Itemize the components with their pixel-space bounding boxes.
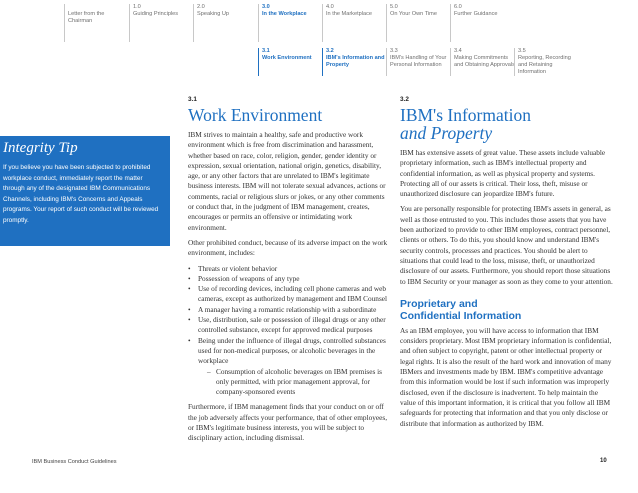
body-paragraph: IBM strives to maintain a healthy, safe and productive work environment which is free from discrimination and harassment, whether based on race, color, religion, gender, gender identity or expression, sexual orientation, national origin, genetics, disability, age, or any other factors that are unrelated to IBM's legitimate business interests. IBM will not tolerate sexual advances, actions or comments, racial or religious slurs or jokes, or any other comments or conduct that, in the judgment of IBM management, creates, encourages or permits an offensive or intimidating work environment. [188, 130, 386, 232]
list-item-text: Use, distribution, sale or possession of illegal drugs or any other controlled substance, except for approved medical purposes [198, 315, 386, 335]
subnav-divider [514, 48, 515, 76]
nav-divider [64, 4, 65, 42]
subnav-reporting-recording[interactable] [518, 48, 580, 76]
subnav-personal-information[interactable] [390, 48, 452, 69]
nav-divider [193, 4, 194, 42]
nav-tab-number: 5.0 [390, 4, 398, 10]
list-item [188, 305, 388, 315]
subnav-label: IBM's Handling of Your Personal Information [390, 55, 447, 68]
nav-tab-number [68, 4, 126, 11]
subnav-number: 3.5 [518, 48, 526, 54]
subnav-label: IBM's Information and Property [326, 55, 385, 68]
bullet-marker: • [188, 304, 191, 314]
nav-divider [258, 4, 259, 42]
sub-list-item-text: Consumption of alcoholic beverages on IBM premises is only permitted, with prior management approval, for company-sponsored events [216, 366, 382, 397]
nav-tab-speaking-up[interactable] [197, 0, 255, 18]
section-information-property [400, 96, 613, 429]
subnav-divider [386, 48, 387, 76]
nav-tab-label: Further Guidance [454, 11, 498, 17]
subnav-commitments-approvals[interactable] [454, 48, 516, 69]
list-item [188, 336, 388, 367]
page-number: 10 [600, 458, 607, 464]
nav-divider [386, 4, 387, 42]
bullet-marker: • [188, 263, 191, 273]
list-item-text: Possession of weapons of any type [198, 273, 300, 283]
section-title-line-2: and Property [400, 123, 493, 143]
subnav-label: Reporting, Recording and Retaining Information [518, 55, 571, 75]
sub-list-item [188, 367, 388, 398]
nav-tab-label: In the Workplace [262, 11, 307, 17]
bullet-marker: • [188, 284, 191, 294]
nav-tab-further-guidance[interactable] [454, 0, 512, 18]
section-number: 3.2 [400, 96, 409, 103]
subnav-work-environment[interactable] [262, 48, 324, 62]
bullet-marker: • [188, 315, 191, 325]
nav-tab-label: Guiding Principles [133, 11, 179, 17]
nav-tab-number: 6.0 [454, 4, 462, 10]
nav-tab-label: In the Marketplace [326, 11, 373, 17]
nav-tab-number: 3.0 [262, 4, 270, 10]
subnav-label: Work Environment [262, 55, 312, 61]
body-paragraph: As an IBM employee, you will have access to information that IBM considers proprietary. Most IBM proprietary information is confidential, and often subject to copyright, patent or other intellectual property or legal rights. It is also the result of the hard work and innovation of many IBMers and investments made by IBM. IBM's competitive advantage from this information would be lost if such information was improperly disclosed, even if the disclosure is inadvertent. To help maintain the value of this important information, it is critical that you follow all IBM safeguards for protecting that information and that you only disclose or distribute that information as authorized by IBM. [400, 325, 612, 428]
section-title: Work Environment [188, 105, 323, 125]
subnav-number: 3.1 [262, 48, 270, 54]
subnav-number: 3.4 [454, 48, 462, 54]
integrity-tip-title: Integrity Tip [3, 140, 78, 156]
subheading-line-1: Proprietary and [400, 297, 478, 310]
nav-tab-on-your-own-time[interactable] [390, 0, 448, 18]
list-item [188, 315, 388, 336]
nav-tab-number: 4.0 [326, 4, 334, 10]
section-number: 3.1 [188, 96, 197, 103]
list-item [188, 284, 388, 305]
dash-marker: – [207, 366, 211, 376]
subnav-divider [322, 48, 323, 76]
list-item [188, 274, 388, 284]
nav-tab-letter[interactable] [68, 0, 126, 25]
footer-document-title: IBM Business Conduct Guidelines [32, 459, 117, 465]
body-paragraph: Other prohibited conduct, because of its adverse impact on the work environment, includes: [188, 237, 388, 258]
subnav-ibm-information-property[interactable] [326, 48, 388, 69]
nav-tab-label: On Your Own Time [390, 11, 437, 17]
subnav-divider [450, 48, 451, 76]
section-work-environment [188, 96, 388, 444]
list-item [188, 264, 388, 274]
subheading-line-2: Confidential Information [400, 309, 522, 322]
subnav-number: 3.3 [390, 48, 398, 54]
nav-tab-in-the-marketplace[interactable] [326, 0, 384, 18]
nav-divider [322, 4, 323, 42]
section-title-line-1: IBM's Information [400, 105, 531, 125]
bullet-marker: • [188, 335, 191, 345]
nav-tab-label: Speaking Up [197, 11, 230, 17]
top-navigation [0, 0, 638, 80]
body-paragraph: You are personally responsible for protecting IBM's assets in general, as well as those entrusted to you. This includes those assets that you have been authorized to provide to other IBM employees, contract personnel, clients or others. To do this, you should know and understand IBM's security controls, processes and practices. You should be alert to situations that could lead to the loss, misuse, theft, or unauthorized disclosure of our assets. Furthermore, you should report those situations to IBM Security or your manager as soon as they come to your attention. [400, 204, 613, 286]
list-item-text: Use of recording devices, including cell phone cameras and web cameras, except as authorized by management and IBM Counsel [198, 284, 388, 304]
nav-divider [450, 4, 451, 42]
list-item-text: Being under the influence of illegal drugs, controlled substances used for non-medical purposes, or alcoholic beverages in the workplace [198, 335, 386, 366]
nav-tab-label: Letter from the Chairman [68, 11, 105, 24]
subnav-label: Making Commitments and Obtaining Approvals [454, 55, 515, 68]
integrity-tip-text: If you believe you have been subjected to prohibited workplace conduct, immediately report the matter through any of the designated IBM Communications Channels, including IBM's Concerns and Appeals programs. Your report of such conduct will be reviewed promptly. [3, 164, 159, 224]
nav-tab-number: 2.0 [197, 4, 205, 10]
list-item-text: Threats or violent behavior [198, 263, 278, 273]
list-item-text: A manager having a romantic relationship with a subordinate [198, 304, 377, 314]
subnav-number: 3.2 [326, 48, 334, 54]
prohibited-conduct-list [188, 264, 388, 367]
subnav-divider [258, 48, 259, 76]
bullet-marker: • [188, 273, 191, 283]
body-paragraph: Furthermore, if IBM management finds that your conduct on or off the job adversely affects your performance, that of other employees, or IBM's legitimate business interests, you will be subject to disciplinary action, including dismissal. [188, 402, 388, 443]
integrity-tip-box [0, 136, 170, 246]
nav-tab-in-the-workplace[interactable] [262, 0, 320, 18]
nav-tab-guiding-principles[interactable] [133, 0, 191, 18]
body-paragraph: IBM has extensive assets of great value. These assets include valuable proprietary information, such as IBM's intellectual property and confidential information, as well as physical property and systems. Protecting all of our assets is critical. Their loss, theft, misuse or unauthorized disclosure can jeopardize IBM's future. [400, 148, 606, 199]
nav-tab-number: 1.0 [133, 4, 141, 10]
nav-divider [129, 4, 130, 42]
